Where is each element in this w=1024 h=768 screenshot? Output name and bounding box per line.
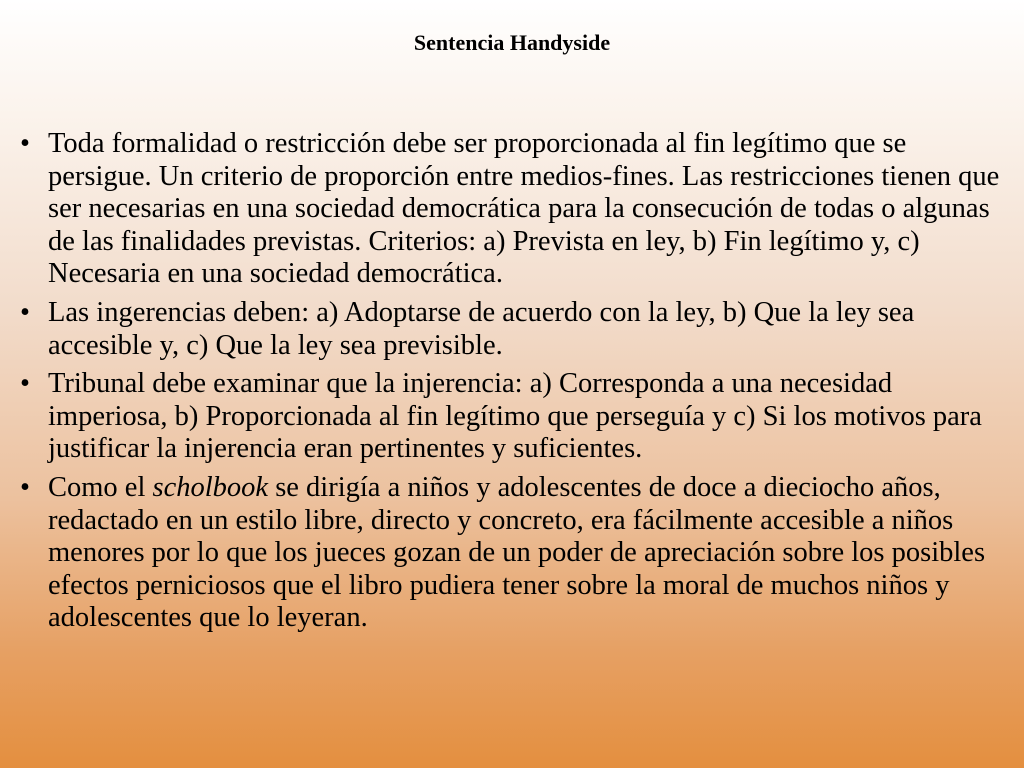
bullet-text-3: Tribunal debe examinar que la injerencia: a) Corresponda a una necesidad imperiosa, b) Proporcionada al fin legítimo que perseguía y c) Si los motivos para justificar la injerencia eran pertinentes y suficientes. bbox=[48, 368, 982, 465]
bullet-text-4-after: se dirigía a niños y adolescentes de doce a dieciocho años, redactado en un estilo libre, directo y concreto, era fácilmente accesible a niños menores por lo que los jueces gozan de un poder de apreciación sobre los posibles efectos perniciosos que el libro pudiera tener sobre la moral de muchos niños y adolescentes que lo leyeran. bbox=[48, 471, 986, 634]
bullet-text-1: Toda formalidad o restricción debe ser proporcionada al fin legítimo que se persigue. Un criterio de proporción entre medios-fines. Las restricciones tienen que ser necesarias en una sociedad democrática para la consecución de todas o algunas de las finalidades previstas. Criterios: a) Prevista en ley, b) Fin legítimo y, c) Necesaria en una sociedad democrática. bbox=[48, 128, 1000, 290]
bullet-item-4 bbox=[10, 472, 1014, 635]
bullet-item-1 bbox=[10, 128, 1014, 291]
bullet-list bbox=[10, 128, 1014, 641]
bullet-icon: • bbox=[20, 128, 30, 159]
bullet-icon: • bbox=[20, 296, 30, 328]
bullet-icon: • bbox=[20, 471, 30, 503]
bullet-item-2 bbox=[10, 297, 1014, 362]
bullet-item-3 bbox=[10, 368, 1014, 466]
bullet-text-2: Las ingerencias deben: a) Adoptarse de acuerdo con la ley, b) Que la ley sea accesible y, c) Que la ley sea previsible. bbox=[48, 296, 915, 361]
bullet-text-4-emphasis: scholbook bbox=[152, 471, 269, 503]
bullet-icon: • bbox=[20, 368, 30, 400]
bullet-text-4-before: Como el bbox=[48, 471, 153, 503]
slide-title: Sentencia Handyside bbox=[413, 30, 611, 55]
